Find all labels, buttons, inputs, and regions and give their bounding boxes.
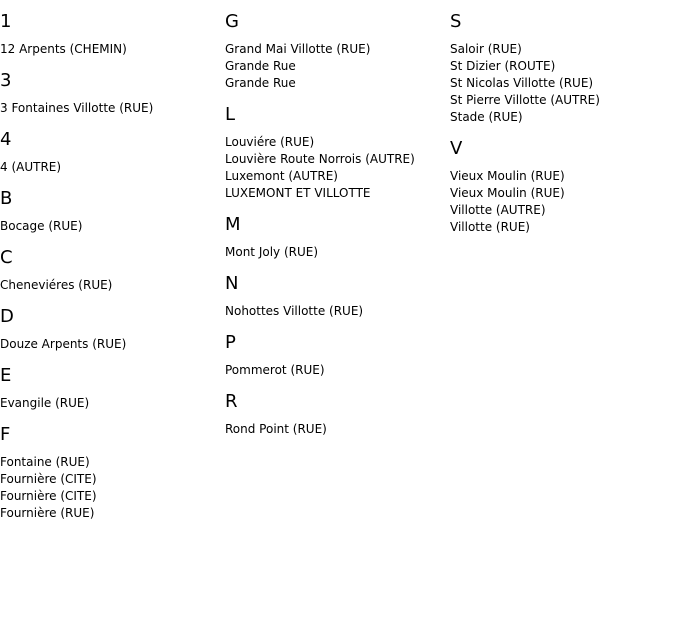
street-list-item [0,454,225,471]
street-list-item [225,421,450,438]
street-link[interactable]: 4 (AUTRE) [0,160,62,174]
street-link[interactable]: Luxemont (AUTRE) [225,169,338,183]
street-link[interactable]: Grand Mai Villotte (RUE) [225,42,371,56]
street-list-item [0,100,225,117]
letter-heading: V [450,138,463,159]
street-link[interactable]: 12 Arpents (CHEMIN) [0,42,127,56]
street-link[interactable]: Villotte (AUTRE) [450,203,546,217]
street-list-item [225,362,450,379]
street-list-item [0,41,225,58]
street-list [0,395,225,412]
street-list-item [225,58,450,75]
street-link[interactable]: St Nicolas Villotte (RUE) [450,76,594,90]
street-link[interactable]: Stade (RUE) [450,110,523,124]
street-link[interactable]: Grande Rue [225,76,296,90]
letter-group [225,214,450,261]
letter-group [450,138,675,236]
street-list-item [225,134,450,151]
street-list-item [0,488,225,505]
letter-group [0,129,225,176]
street-list-item [450,202,675,219]
street-link[interactable]: Nohottes Villotte (RUE) [225,304,364,318]
street-list-item [0,159,225,176]
letter-group [225,104,450,202]
letter-group [225,11,450,92]
street-list [225,303,450,320]
letter-group [225,391,450,438]
street-list-item [0,336,225,353]
street-list-item [225,168,450,185]
letter-group [0,70,225,117]
street-index-column-3 [450,0,675,248]
street-list-item [225,151,450,168]
letter-group [0,424,225,522]
street-link[interactable]: Cheneviéres (RUE) [0,278,113,292]
street-list-item [0,395,225,412]
street-link[interactable]: Rond Point (RUE) [225,422,327,436]
street-link[interactable]: LUXEMONT ET VILLOTTE [225,186,371,200]
street-list [0,454,225,522]
letter-group [0,247,225,294]
street-list [0,159,225,176]
street-link[interactable]: 3 Fontaines Villotte (RUE) [0,101,154,115]
street-link[interactable]: Douze Arpents (RUE) [0,337,127,351]
street-list-item [450,185,675,202]
street-link[interactable]: Louvière Route Norrois (AUTRE) [225,152,415,166]
street-list-item [225,75,450,92]
street-link[interactable]: Villotte (RUE) [450,220,530,234]
street-list [450,41,675,126]
street-list [225,134,450,202]
letter-group [0,306,225,353]
street-list-item [450,58,675,75]
street-link[interactable]: Pommerot (RUE) [225,363,325,377]
street-list [225,362,450,379]
street-list [0,41,225,58]
street-index-column-2 [225,0,450,450]
letter-heading: B [0,188,13,209]
street-list-item [0,505,225,522]
letter-heading: N [225,273,239,294]
street-link[interactable]: Vieux Moulin (RUE) [450,169,565,183]
street-list-item [0,218,225,235]
letter-heading: F [0,424,11,445]
street-list-item [225,303,450,320]
street-link[interactable]: St Pierre Villotte (AUTRE) [450,93,600,107]
letter-heading: R [225,391,238,412]
letter-heading: E [0,365,12,386]
street-list [225,41,450,92]
street-list-item [0,471,225,488]
street-list [225,421,450,438]
letter-heading: P [225,332,236,353]
street-list [0,218,225,235]
street-link[interactable]: St Dizier (ROUTE) [450,59,556,73]
street-link[interactable]: Evangile (RUE) [0,396,90,410]
street-list-item [450,41,675,58]
street-list-item [450,168,675,185]
letter-group [0,188,225,235]
street-index-column-1 [0,0,225,534]
street-link[interactable]: Fournière (CITE) [0,489,97,503]
street-list [0,100,225,117]
street-list-item [225,244,450,261]
letter-group [225,332,450,379]
street-list-item [450,75,675,92]
street-link[interactable]: Vieux Moulin (RUE) [450,186,565,200]
letter-heading: D [0,306,14,327]
street-list [225,244,450,261]
street-list-item [450,219,675,236]
letter-heading: S [450,11,462,32]
letter-heading: M [225,214,241,235]
street-link[interactable]: Mont Joly (RUE) [225,245,319,259]
letter-heading: G [225,11,239,32]
letter-heading: C [0,247,13,268]
street-list [0,277,225,294]
street-list-item [450,109,675,126]
street-link[interactable]: Grande Rue [225,59,296,73]
street-link[interactable]: Fournière (RUE) [0,506,95,520]
street-list-item [450,92,675,109]
street-link[interactable]: Bocage (RUE) [0,219,83,233]
letter-group [0,365,225,412]
street-list [450,168,675,236]
street-list-item [225,185,450,202]
letter-heading: 3 [0,70,12,91]
street-link[interactable]: Louviére (RUE) [225,135,315,149]
letter-group [225,273,450,320]
letter-heading: 4 [0,129,12,150]
street-list-item [0,277,225,294]
street-list [0,336,225,353]
letter-group [0,11,225,58]
letter-heading: 1 [0,11,12,32]
letter-heading: L [225,104,236,125]
street-link[interactable]: Fournière (CITE) [0,472,97,486]
street-list-item [225,41,450,58]
letter-group [450,11,675,126]
street-link[interactable]: Fontaine (RUE) [0,455,90,469]
street-link[interactable]: Saloir (RUE) [450,42,522,56]
